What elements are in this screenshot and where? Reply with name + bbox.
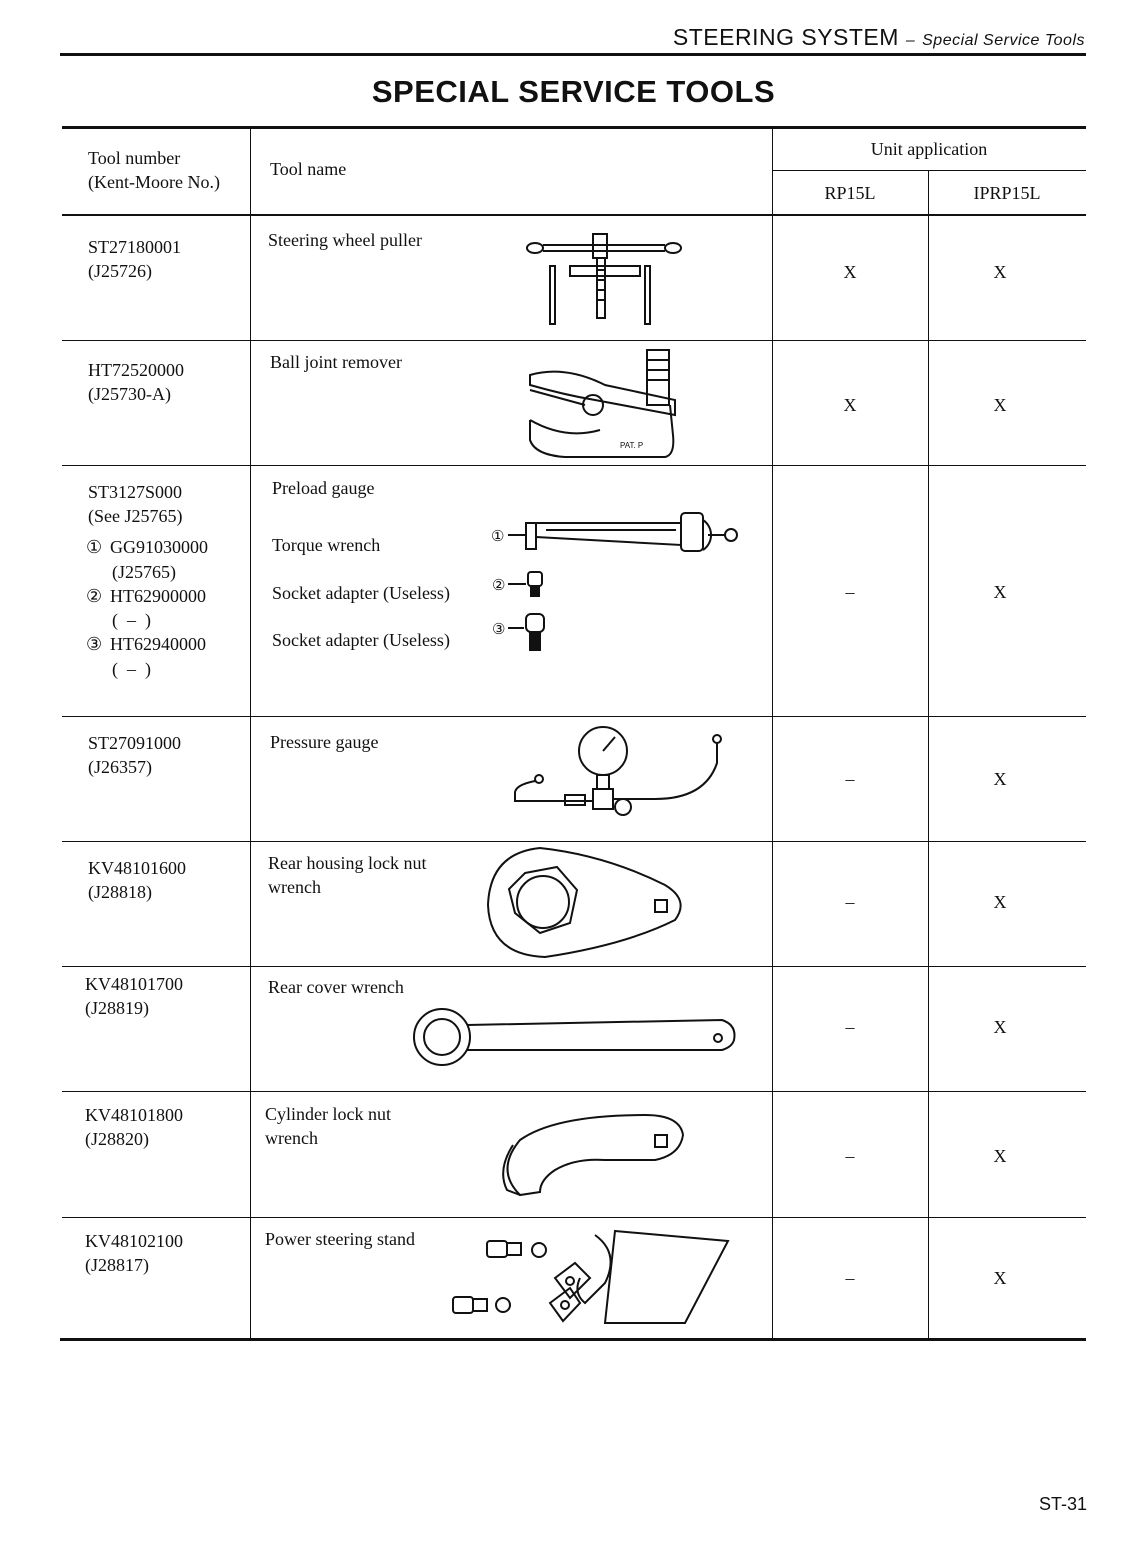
table-bottom-rule xyxy=(60,1338,1086,1341)
sub-tool-number: GG91030000 xyxy=(110,537,208,557)
iprp15l-value: X xyxy=(993,892,1007,912)
tool-name-continued: wrench xyxy=(268,877,321,897)
running-header xyxy=(673,24,1085,51)
iprp15l-value: X xyxy=(993,582,1007,602)
sub-tool-marker: ① xyxy=(86,537,103,557)
tool-name-continued: wrench xyxy=(265,1128,318,1148)
tool-number: KV48101600 xyxy=(88,858,186,878)
sub-tool-kent: (J25765) xyxy=(112,562,176,582)
table-top-rule xyxy=(62,126,1086,129)
sub-tool-number: HT62900000 xyxy=(110,586,206,606)
tool-number: HT72520000 xyxy=(88,360,184,380)
sub-tool-kent: ( – ) xyxy=(112,659,151,679)
rear-cover-wrench-illustration xyxy=(412,1005,742,1070)
kent-moore-number: (J28818) xyxy=(88,882,152,902)
tool-name: Pressure gauge xyxy=(270,732,379,752)
rp15l-value: – xyxy=(845,1146,855,1166)
tool-number: ST3127S000 xyxy=(88,482,183,502)
row-divider xyxy=(62,716,1086,717)
tool-number: ST27180001 xyxy=(88,237,182,257)
page-title: SPECIAL SERVICE TOOLS xyxy=(371,74,776,109)
kent-moore-number: (J28817) xyxy=(85,1255,149,1275)
row-divider xyxy=(62,841,1086,842)
header-kent-moore: (Kent-Moore No.) xyxy=(88,172,220,192)
row-divider xyxy=(62,1091,1086,1092)
tool-name: Rear housing lock nut xyxy=(268,853,427,873)
header-unit-application: Unit application xyxy=(870,139,988,159)
iprp15l-value: X xyxy=(993,395,1007,415)
iprp15l-value: X xyxy=(993,1146,1007,1166)
tool-name: Ball joint remover xyxy=(270,352,402,372)
header-rule xyxy=(60,53,1086,56)
header-separator: – xyxy=(905,32,916,49)
header-iprp15l: IPRP15L xyxy=(973,183,1041,203)
unit-application-rule xyxy=(772,170,1086,171)
rp15l-value: X xyxy=(843,395,857,415)
rear-housing-lock-nut-wrench-illustration xyxy=(485,845,690,960)
iprp15l-value: X xyxy=(993,1268,1007,1288)
header-bottom-rule xyxy=(62,214,1086,216)
rp15l-value: – xyxy=(845,1268,855,1288)
tool-name: Cylinder lock nut xyxy=(265,1104,391,1124)
power-steering-stand-illustration xyxy=(445,1223,735,1333)
tool-number: KV48102100 xyxy=(85,1231,183,1251)
sub-tool-name: Socket adapter (Useless) xyxy=(272,583,450,603)
sub-tool-name: Socket adapter (Useless) xyxy=(272,630,450,650)
rp15l-value: – xyxy=(845,769,855,789)
page-number: ST-31 xyxy=(1038,1494,1087,1514)
tool-name: Rear cover wrench xyxy=(268,977,404,997)
rp15l-value: – xyxy=(845,582,855,602)
patent-mark: PAT. P xyxy=(620,441,644,450)
tool-name: Power steering stand xyxy=(265,1229,415,1249)
row-divider xyxy=(62,465,1086,466)
row-divider xyxy=(62,1217,1086,1218)
ball-joint-remover-illustration xyxy=(525,345,685,465)
torque-wrench-illustration xyxy=(486,505,741,555)
sub-tool-number: HT62940000 xyxy=(110,634,206,654)
kent-moore-number: (See J25765) xyxy=(88,506,183,526)
sub-tool-marker: ② xyxy=(492,578,506,594)
iprp15l-value: X xyxy=(993,1017,1007,1037)
subsection-name: Special Service Tools xyxy=(922,32,1085,49)
rp15l-value: X xyxy=(843,262,857,282)
rp15l-value: – xyxy=(845,1017,855,1037)
tool-number: KV48101700 xyxy=(85,974,183,994)
kent-moore-number: (J25730-A) xyxy=(88,384,171,404)
pressure-gauge-illustration xyxy=(505,723,730,828)
socket-adapter-illustration xyxy=(488,610,568,656)
iprp15l-value: X xyxy=(993,769,1007,789)
iprp15l-value: X xyxy=(993,262,1007,282)
rp15l-value: – xyxy=(845,892,855,912)
column-divider xyxy=(250,127,251,1339)
tool-number: ST27091000 xyxy=(88,733,182,753)
tool-name: Steering wheel puller xyxy=(268,230,422,250)
cylinder-lock-nut-wrench-illustration xyxy=(495,1110,690,1200)
sub-tool-marker: ① xyxy=(491,529,505,545)
header-rp15l: RP15L xyxy=(824,183,876,203)
kent-moore-number: (J28820) xyxy=(85,1129,149,1149)
row-divider xyxy=(62,340,1086,341)
sub-tool-marker: ② xyxy=(86,586,103,606)
sub-tool-kent: ( – ) xyxy=(112,610,151,630)
section-name: STEERING SYSTEM xyxy=(672,24,899,50)
header-tool-number: Tool number xyxy=(88,148,181,168)
tool-name: Preload gauge xyxy=(272,478,375,498)
tool-number: KV48101800 xyxy=(85,1105,183,1125)
row-divider xyxy=(62,966,1086,967)
sub-tool-name: Torque wrench xyxy=(272,535,381,555)
kent-moore-number: (J28819) xyxy=(85,998,149,1018)
kent-moore-number: (J25726) xyxy=(88,261,152,281)
sub-tool-marker: ③ xyxy=(86,634,103,654)
kent-moore-number: (J26357) xyxy=(88,757,152,777)
sub-tool-marker: ③ xyxy=(492,622,506,638)
header-tool-name: Tool name xyxy=(270,159,347,179)
steering-wheel-puller-illustration xyxy=(525,230,685,330)
socket-adapter-illustration xyxy=(488,566,568,602)
